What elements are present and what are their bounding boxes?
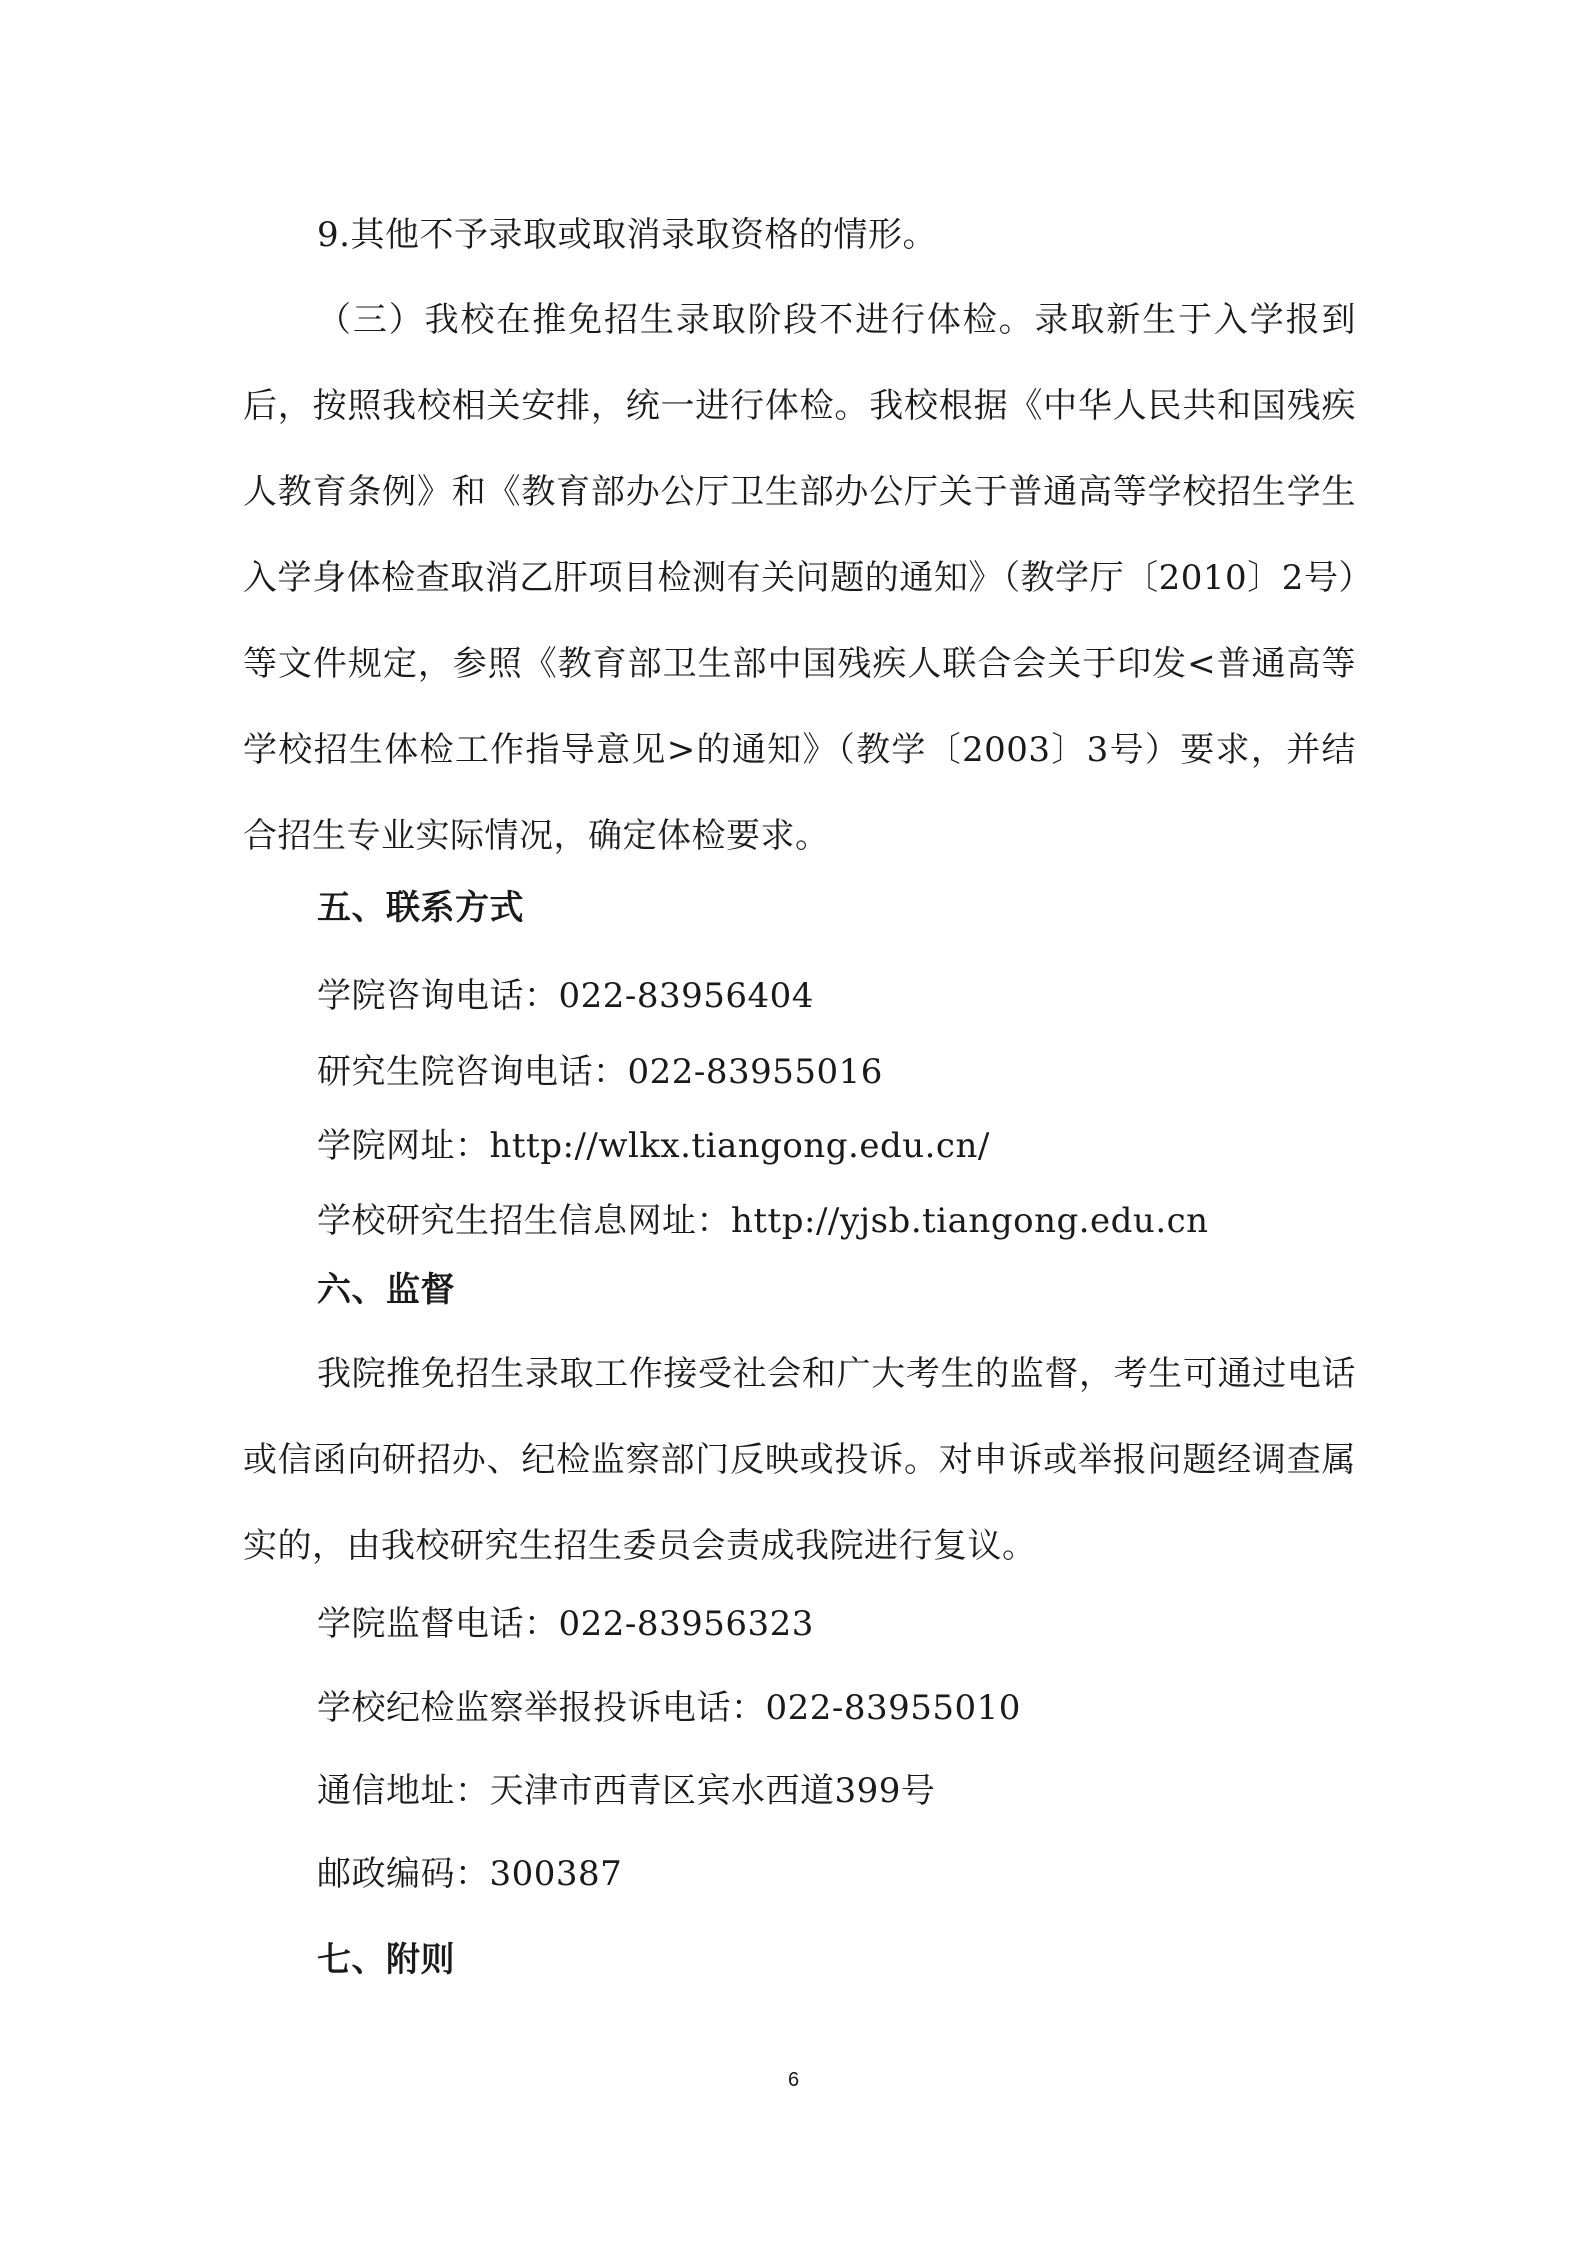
postcode: 邮政编码：300387 — [317, 1854, 623, 1894]
list-item-9: 9.其他不予录取或取消录取资格的情形。 — [317, 215, 937, 255]
college-phone: 学院咨询电话：022-83956404 — [317, 976, 814, 1016]
section-heading-appendix: 七、附则 — [317, 1940, 455, 1980]
grad-school-phone: 研究生院咨询电话：022-83955016 — [317, 1052, 883, 1092]
college-website: 学院网址：http://wlkx.tiangong.edu.cn/ — [317, 1126, 990, 1166]
paragraph-supervision: 我院推免招生录取工作接受社会和广大考生的监督，考生可通过电话或信函向研招办、纪检监察部门反映或投诉。对申诉或举报问题经调查属实的，由我校研究生招生委员会责成我院进行复议。 — [243, 1354, 1356, 1566]
school-admission-website: 学校研究生招生信息网址：http://yjsb.tiangong.edu.cn — [317, 1201, 1209, 1241]
paragraph-physical-exam: （三）我校在推免招生录取阶段不进行体检。录取新生于入学报到后，按照我校相关安排，统一进行体检。我校根据《中华人民共和国残疾人教育条例》和《教育部办公厅卫生部办公厅关于普通高等学校招生学生入学身体检查取消乙肝项目检测有关问题的通知》（教学厅〔2010〕2号）等文件规定，参照《教育部卫生部中国残疾人联合会关于印发<普通高等学校招生体检工作指导意见>的通知》（教学〔2003〕3号）要求，并结合招生专业实际情况，确定体检要求。 — [243, 300, 1356, 856]
discipline-phone: 学校纪检监察举报投诉电话：022-83955010 — [317, 1688, 1021, 1728]
page-number: 6 — [787, 2069, 800, 2091]
college-supervision-phone: 学院监督电话：022-83956323 — [317, 1604, 814, 1644]
section-heading-supervision: 六、监督 — [317, 1270, 455, 1310]
mailing-address: 通信地址：天津市西青区宾水西道399号 — [317, 1771, 936, 1811]
section-heading-contact: 五、联系方式 — [317, 888, 524, 928]
